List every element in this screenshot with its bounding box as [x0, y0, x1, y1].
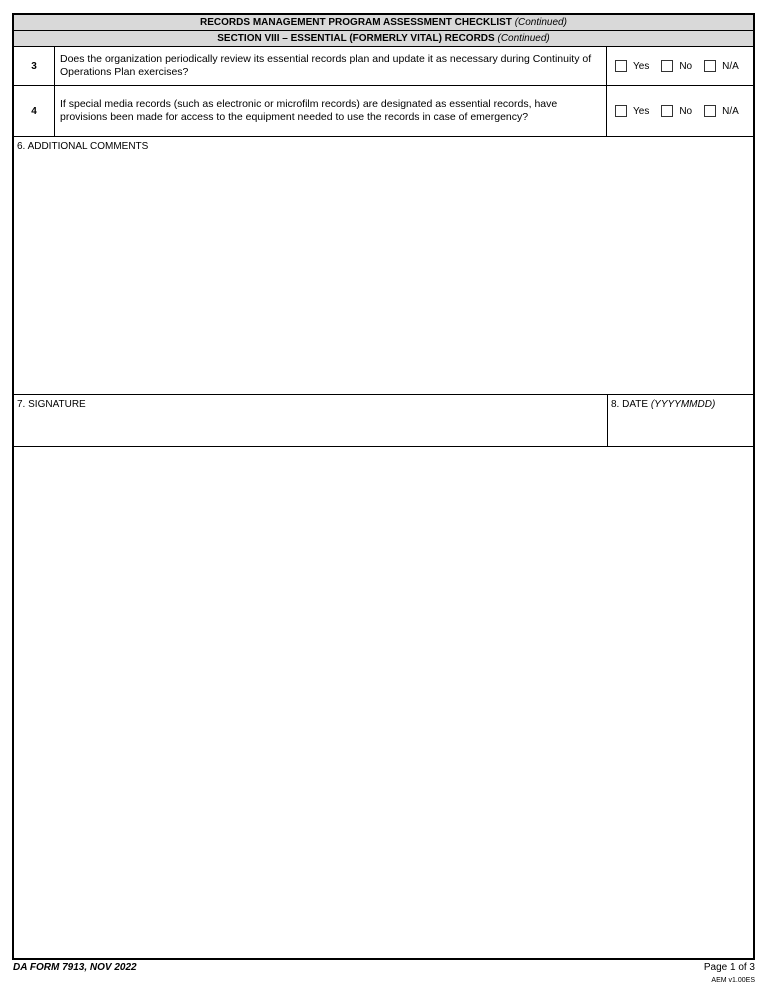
- question-number: 4: [14, 86, 55, 136]
- version-label: AEM v1.00ES: [711, 977, 755, 984]
- form-title-note: (Continued): [514, 17, 567, 28]
- section-title-note: (Continued): [497, 33, 550, 44]
- signature-date-row: [14, 395, 753, 447]
- signature-field[interactable]: [14, 395, 608, 446]
- question-row-4: [14, 86, 753, 137]
- na-checkbox[interactable]: [704, 105, 716, 117]
- page-number: Page 1 of 3: [703, 962, 755, 973]
- answer-options: [606, 47, 753, 85]
- date-field[interactable]: [608, 395, 753, 446]
- form-title-bar: [14, 15, 753, 31]
- yes-checkbox[interactable]: [615, 105, 627, 117]
- signature-label: 7. SIGNATURE: [17, 399, 86, 410]
- option-no[interactable]: No: [661, 60, 692, 72]
- no-checkbox[interactable]: [661, 60, 673, 72]
- question-number: 3: [14, 47, 55, 85]
- option-yes[interactable]: Yes: [615, 60, 649, 72]
- section-title: SECTION VIII – ESSENTIAL (FORMERLY VITAL) RECORDS: [217, 33, 495, 44]
- section-title-bar: [14, 31, 753, 47]
- assessment-form: [12, 13, 755, 960]
- form-title: RECORDS MANAGEMENT PROGRAM ASSESSMENT CHECKLIST: [200, 17, 512, 28]
- form-identifier: DA FORM 7913, NOV 2022: [13, 962, 137, 973]
- na-checkbox[interactable]: [704, 60, 716, 72]
- date-label: 8. DATE (YYYYMMDD): [611, 399, 716, 410]
- answer-options: [606, 86, 753, 136]
- question-text: If special media records (such as electronic or microfilm records) are designated as essential records, have provisions been made for access to the equipment needed to use the records in case of emergency?: [60, 98, 558, 123]
- no-checkbox[interactable]: [661, 105, 673, 117]
- option-no[interactable]: No: [661, 105, 692, 117]
- question-text: Does the organization periodically review its essential records plan and update it as necessary during Continuity of Operations Plan exercises?: [60, 53, 592, 78]
- additional-comments-field[interactable]: [14, 137, 753, 395]
- option-na[interactable]: N/A: [704, 60, 739, 72]
- option-yes[interactable]: Yes: [615, 105, 649, 117]
- question-row-3: [14, 47, 753, 86]
- additional-comments-label: 6. ADDITIONAL COMMENTS: [17, 141, 149, 152]
- option-na[interactable]: N/A: [704, 105, 739, 117]
- yes-checkbox[interactable]: [615, 60, 627, 72]
